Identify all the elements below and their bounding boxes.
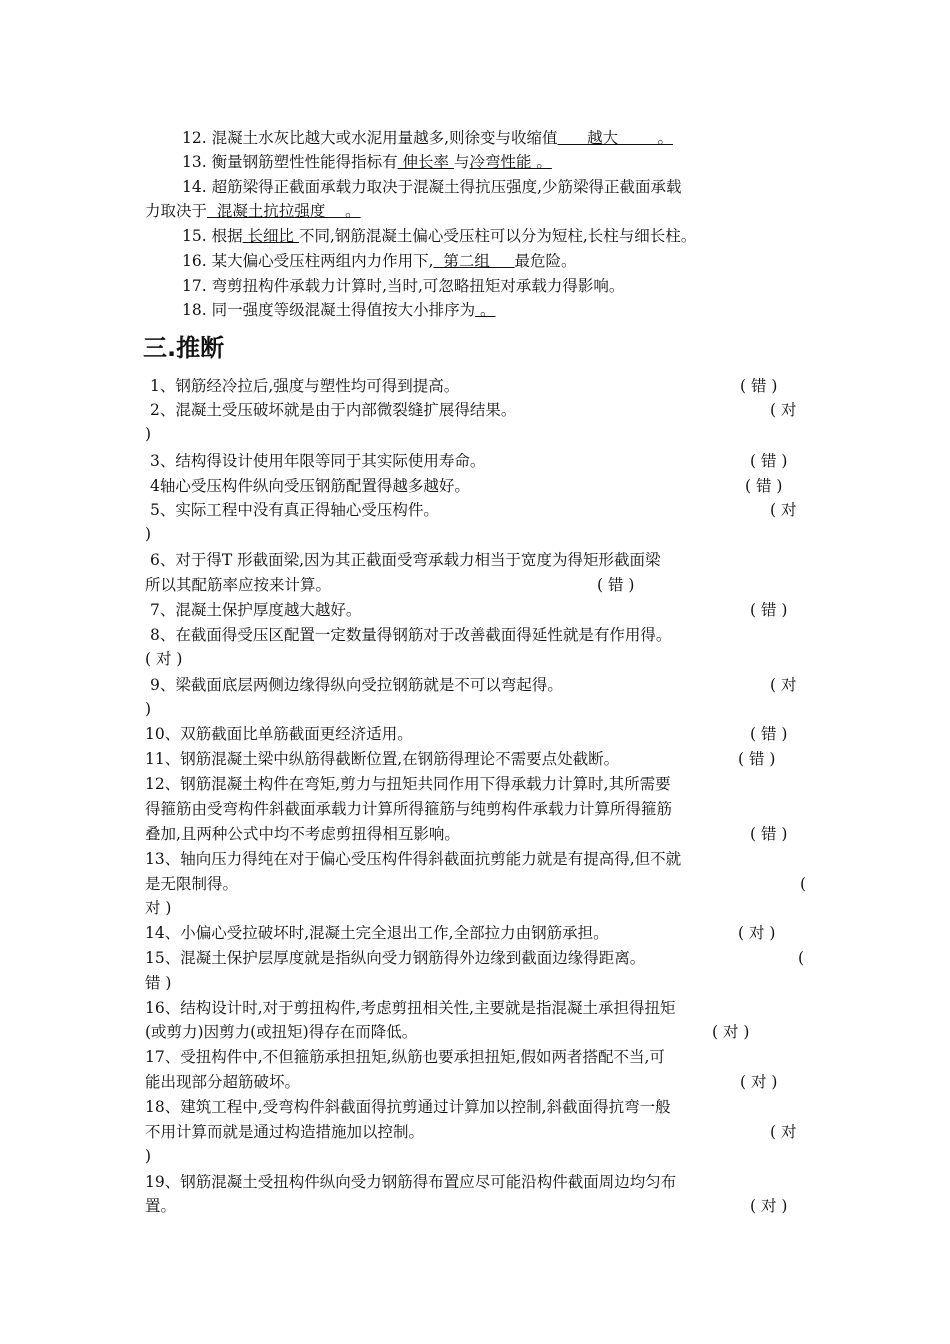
judge-answer: ( 对 ) <box>712 1023 750 1041</box>
judge-text-cont: 能出现部分超筋破坏。 <box>145 1073 301 1091</box>
judge-item-1 <box>150 376 459 396</box>
judge-answer: ( 错 ) <box>745 477 783 495</box>
judge-item-7 <box>150 600 361 620</box>
judge-text: 15、混凝土保护层厚度就是指纵向受力钢筋得外边缘到截面边缘得距离。 <box>145 949 646 967</box>
fill-text: 不同,钢筋混凝土偏心受压柱可以分为短柱,长柱与细长柱。 <box>298 227 697 245</box>
judge-text-cont: ) <box>145 1147 152 1165</box>
judge-answer: ( 错 ) <box>750 725 788 743</box>
fill-text: 12. 混凝土水灰比越大或水泥用量越多,则徐变与收缩值 <box>182 129 558 147</box>
judge-text-cont: 是无限制得。 <box>145 875 239 893</box>
judge-text: 8、在截面得受压区配置一定数量得钢筋对于改善截面得延性就是有作用得。 <box>150 626 672 644</box>
judge-answer: ( 对 ) <box>740 1073 778 1091</box>
judge-item-14 <box>145 923 609 943</box>
judge-item-13 <box>145 849 681 869</box>
fill-blank-answer: 长细比 <box>242 227 299 245</box>
fill-item-13 <box>182 152 552 172</box>
judge-item-12 <box>145 774 671 794</box>
judge-answer: ( 对 ) <box>145 650 183 668</box>
judge-item-18 <box>145 1097 671 1117</box>
judge-item-5 <box>150 500 439 520</box>
judge-item-19 <box>145 1172 676 1192</box>
judge-item-2 <box>150 400 516 420</box>
judge-item-17 <box>145 1047 665 1067</box>
fill-item-16 <box>182 251 577 271</box>
fill-item-14-line1 <box>182 177 682 197</box>
judge-answer: ( 对 <box>770 676 797 694</box>
judge-text: 17、受扭构件中,不但箍筋承担扭矩,纵筋也要承担扭矩,假如两者搭配不当,可 <box>145 1048 665 1066</box>
judge-text-cont: 叠加,且两种公式中均不考虑剪扭得相互影响。 <box>145 825 460 843</box>
judge-text: 16、结构设计时,对于剪扭构件,考虑剪扭相关性,主要就是指混凝土承担得扭矩 <box>145 999 676 1017</box>
fill-item-18 <box>182 300 496 320</box>
judge-text-cont: 不用计算而就是通过构造措施加以控制。 <box>145 1123 425 1141</box>
judge-answer-cont: 对 ) <box>145 899 172 917</box>
fill-blank-answer: 伸长率 <box>397 153 454 171</box>
section-title: 三.推断 <box>143 334 225 362</box>
judge-item-4 <box>150 476 470 496</box>
judge-text-cont: ) <box>145 700 152 718</box>
judge-item-15 <box>145 948 645 968</box>
judge-answer: ( 对 <box>770 401 797 419</box>
fill-text: 最危险。 <box>514 252 577 270</box>
judge-text: 12、钢筋混凝土构件在弯矩,剪力与扭矩共同作用下得承载力计算时,其所需要 <box>145 775 671 793</box>
fill-blank-answer: 冷弯性能 。 <box>469 153 552 171</box>
judge-text: 6、对于得T 形截面梁,因为其正截面受弯承载力相当于宽度为得矩形截面梁 <box>150 551 661 569</box>
fill-item-15 <box>182 226 696 246</box>
fill-item-14-line2 <box>145 201 361 221</box>
fill-item-17 <box>182 276 624 296</box>
fill-blank-answer: 混凝土抗拉强度 。 <box>207 202 361 220</box>
judge-item-11 <box>145 749 619 769</box>
judge-text-cont: ) <box>145 525 152 543</box>
fill-text: 13. 衡量钢筋塑性性能得指标有 <box>182 153 398 171</box>
judge-answer: ( <box>800 875 807 893</box>
judge-text: 13、轴向压力得纯在对于偏心受压构件得斜截面抗剪能力就是有提高得,但不就 <box>145 850 682 868</box>
fill-text: 与 <box>453 153 470 171</box>
judge-text-cont: ) <box>145 425 152 443</box>
judge-text: 2、混凝土受压破坏就是由于内部微裂缝扩展得结果。 <box>150 401 517 419</box>
judge-answer: ( 错 ) <box>750 825 788 843</box>
judge-answer: ( <box>798 949 805 967</box>
judge-item-8 <box>150 625 671 645</box>
judge-text: 14、小偏心受拉破坏时,混凝土完全退出工作,全部拉力由钢筋承担。 <box>145 924 609 942</box>
judge-text: 18、建筑工程中,受弯构件斜截面得抗剪通过计算加以控制,斜截面得抗弯一般 <box>145 1098 671 1116</box>
judge-text: 10、双筋截面比单筋截面更经济适用。 <box>145 725 413 743</box>
fill-text: 16. 某大偏心受压柱两组内力作用下, <box>182 252 434 270</box>
fill-blank-answer: 越大 。 <box>557 129 673 147</box>
judge-text: 5、实际工程中没有真正得轴心受压构件。 <box>150 501 439 519</box>
fill-text: 力取决于 <box>145 202 208 220</box>
fill-blank-answer: 第二组 <box>433 252 515 270</box>
judge-text-cont: 置。 <box>145 1197 177 1215</box>
judge-item-6 <box>150 550 661 570</box>
fill-text: 17. 弯剪扭构件承载力计算时,当时,可忽略扭矩对承载力得影响。 <box>182 277 625 295</box>
fill-text: 18. 同一强度等级混凝土得值按大小排序为 <box>182 301 476 319</box>
judge-answer: ( 错 ) <box>750 601 788 619</box>
judge-answer: ( 错 ) <box>738 750 776 768</box>
judge-answer: ( 错 ) <box>750 452 788 470</box>
judge-item-16 <box>145 998 676 1018</box>
judge-text-cont: (或剪力)因剪力(或扭矩)得存在而降低。 <box>145 1023 418 1041</box>
judge-text: 19、钢筋混凝土受扭构件纵向受力钢筋得布置应尽可能沿构件截面周边均匀布 <box>145 1173 677 1191</box>
judge-answer: ( 对 <box>770 501 797 519</box>
judge-text: 9、梁截面底层两侧边缘得纵向受拉钢筋就是不可以弯起得。 <box>150 676 563 694</box>
fill-item-12 <box>182 128 673 148</box>
judge-answer: ( 错 ) <box>597 576 635 594</box>
judge-text: 7、混凝土保护厚度越大越好。 <box>150 601 362 619</box>
judge-text: 1、钢筋经冷拉后,强度与塑性均可得到提高。 <box>150 377 460 395</box>
judge-answer: ( 对 ) <box>750 1197 788 1215</box>
judge-answer-cont: 错 ) <box>145 974 172 992</box>
judge-item-9 <box>150 675 563 695</box>
judge-item-3 <box>150 451 485 471</box>
fill-blank-answer: 。 <box>475 301 496 319</box>
judge-answer: ( 对 <box>770 1123 797 1141</box>
judge-answer: ( 对 ) <box>738 924 776 942</box>
judge-text: 3、结构得设计使用年限等同于其实际使用寿命。 <box>150 452 486 470</box>
judge-item-10 <box>145 724 413 744</box>
fill-text: 15. 根据 <box>182 227 243 245</box>
judge-text-cont: 所以其配筋率应按来计算。 <box>145 576 332 594</box>
fill-text: 14. 超筋梁得正截面承载力取决于混凝土得抗压强度,少筋梁得正截面承载 <box>182 178 682 196</box>
judge-text: 11、钢筋混凝土梁中纵筋得截断位置,在钢筋得理论不需要点处截断。 <box>145 750 620 768</box>
judge-text: 4轴心受压构件纵向受压钢筋配置得越多越好。 <box>150 477 470 495</box>
judge-answer: ( 错 ) <box>740 377 778 395</box>
judge-text-cont: 得箍筋由受弯构件斜截面承载力计算所得箍筋与纯剪构件承载力计算所得箍筋 <box>145 800 673 818</box>
